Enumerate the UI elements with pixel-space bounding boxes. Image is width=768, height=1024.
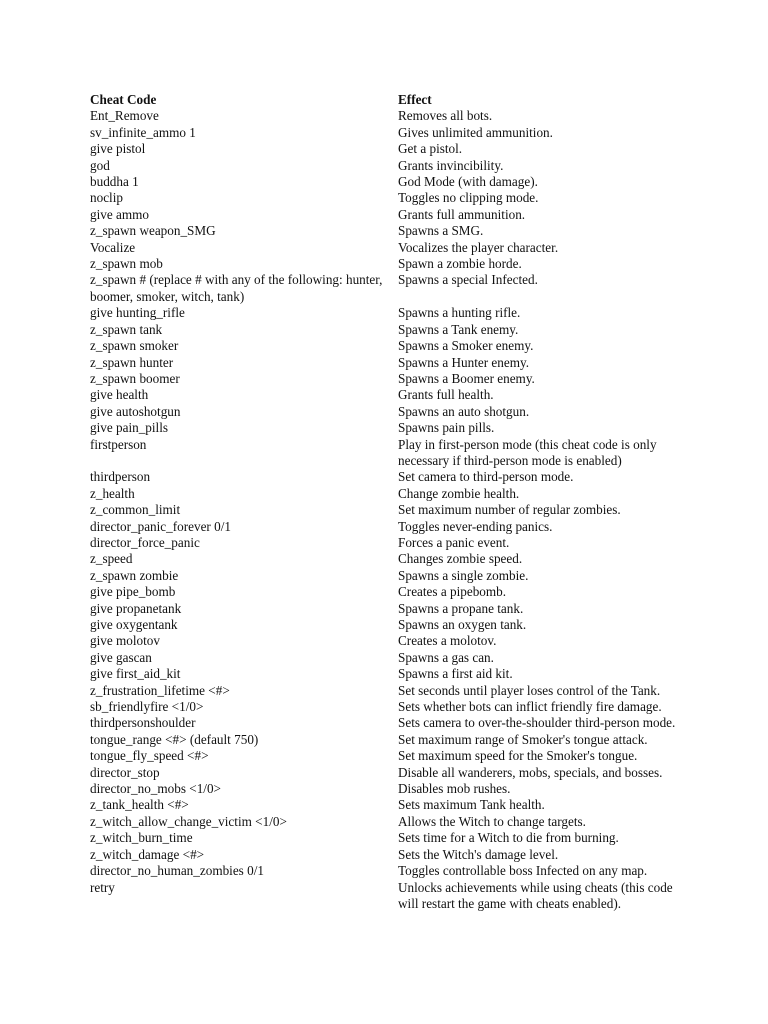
- table-row: [90, 715, 680, 731]
- table-body: [90, 108, 680, 912]
- effect-cell: Sets the Witch's damage level.: [398, 846, 559, 862]
- effect-cell: Set camera to third-person mode.: [398, 469, 574, 485]
- table-row: [90, 650, 680, 666]
- table-row: [90, 404, 680, 420]
- cheat-code-cell: give pistol: [90, 141, 146, 157]
- cheat-code-cell: give pipe_bomb: [90, 584, 176, 600]
- table-row: [90, 765, 680, 781]
- effect-cell: Sets time for a Witch to die from burning.: [398, 830, 619, 846]
- table-row: [90, 469, 680, 485]
- table-row: [90, 437, 680, 470]
- table-row: [90, 519, 680, 535]
- effect-cell: Spawns an auto shotgun.: [398, 403, 530, 419]
- effect-cell: Vocalizes the player character.: [398, 239, 559, 255]
- table-row: [90, 207, 680, 223]
- cheat-code-cell: z_frustration_lifetime <#>: [90, 682, 230, 698]
- effect-cell: Set maximum number of regular zombies.: [398, 502, 621, 518]
- cheat-code-cell: give molotov: [90, 633, 160, 649]
- effect-cell: Disables mob rushes.: [398, 781, 511, 797]
- table-row: [90, 847, 680, 863]
- effect-cell: Set seconds until player loses control of the Tank.: [398, 682, 661, 698]
- cheat-code-cell: z_spawn weapon_SMG: [90, 223, 216, 239]
- cheat-code-cell: z_spawn zombie: [90, 567, 179, 583]
- effect-cell: Unlocks achievements while using cheats (this code will restart the game with cheats enabled).: [398, 879, 673, 911]
- cheat-code-cell: director_no_mobs <1/0>: [90, 781, 221, 797]
- cheat-code-cell: Vocalize: [90, 239, 136, 255]
- table-row: [90, 502, 680, 518]
- cheat-code-cell: z_speed: [90, 551, 133, 567]
- effect-cell: Creates a pipebomb.: [398, 584, 507, 600]
- effect-cell: Creates a molotov.: [398, 633, 497, 649]
- effect-cell: Change zombie health.: [398, 485, 520, 501]
- table-row: [90, 174, 680, 190]
- table-row: [90, 748, 680, 764]
- table-row: [90, 240, 680, 256]
- table-row: [90, 863, 680, 879]
- effect-cell: God Mode (with damage).: [398, 174, 538, 190]
- table-row: [90, 633, 680, 649]
- cheat-code-cell: z_spawn boomer: [90, 370, 180, 386]
- table-row: [90, 322, 680, 338]
- effect-cell: Grants full health.: [398, 387, 494, 403]
- cheat-code-cell: z_tank_health <#>: [90, 797, 189, 813]
- table-row: [90, 551, 680, 567]
- effect-cell: Spawns a propane tank.: [398, 600, 524, 616]
- table-row: [90, 814, 680, 830]
- effect-cell: Grants full ammunition.: [398, 206, 526, 222]
- table-row: [90, 190, 680, 206]
- cheat-code-cell: god: [90, 157, 110, 173]
- cheat-code-cell: retry: [90, 879, 115, 895]
- table-row: [90, 683, 680, 699]
- cheat-code-cell: thirdpersonshoulder: [90, 715, 196, 731]
- effect-cell: Play in first-person mode (this cheat code is only necessary if third-person mode is enabled): [398, 436, 657, 468]
- effect-cell: Spawn a zombie horde.: [398, 256, 522, 272]
- table-row: [90, 666, 680, 682]
- cheat-code-cell: z_common_limit: [90, 502, 181, 518]
- table-row: [90, 880, 680, 913]
- table-row: [90, 305, 680, 321]
- cheat-code-cell: thirdperson: [90, 469, 151, 485]
- cheat-code-cell: give gascan: [90, 649, 152, 665]
- effect-cell: Gives unlimited ammunition.: [398, 124, 553, 140]
- cheat-code-cell: z_spawn mob: [90, 256, 163, 272]
- effect-cell: Get a pistol.: [398, 141, 463, 157]
- cheat-code-cell: z_spawn hunter: [90, 354, 174, 370]
- cheat-code-cell: give hunting_rifle: [90, 305, 185, 321]
- effect-cell: Spawns a Boomer enemy.: [398, 370, 535, 386]
- effect-cell: Spawns a single zombie.: [398, 567, 529, 583]
- table-row: [90, 158, 680, 174]
- effect-cell: Sets camera to over-the-shoulder third-person mode.: [398, 715, 676, 731]
- cheat-code-cell: z_witch_damage <#>: [90, 846, 205, 862]
- effect-cell: Allows the Witch to change targets.: [398, 813, 586, 829]
- effect-cell: Spawns pain pills.: [398, 420, 495, 436]
- table-row: [90, 108, 680, 124]
- effect-cell: Spawns a first aid kit.: [398, 666, 513, 682]
- table-row: [90, 781, 680, 797]
- cheat-code-cell: director_force_panic: [90, 534, 200, 550]
- table-row: [90, 387, 680, 403]
- effect-cell: Spawns an oxygen tank.: [398, 617, 527, 632]
- cheat-code-cell: noclip: [90, 190, 123, 206]
- table-row: [90, 371, 680, 387]
- cheat-code-cell: z_witch_burn_time: [90, 830, 193, 846]
- table-row: [90, 125, 680, 141]
- effect-cell: Spawns a Smoker enemy.: [398, 338, 534, 354]
- table-row: [90, 732, 680, 748]
- effect-cell: Disable all wanderers, mobs, specials, and bosses.: [398, 764, 663, 780]
- effect-cell: Spawns a gas can.: [398, 649, 494, 665]
- cheat-code-cell: buddha 1: [90, 174, 139, 190]
- table-row: [90, 830, 680, 846]
- cheat-code-cell: tongue_fly_speed <#>: [90, 748, 209, 764]
- table-row: [90, 584, 680, 600]
- cheat-code-cell: director_stop: [90, 764, 160, 780]
- effect-cell: Sets maximum Tank health.: [398, 797, 545, 813]
- cheat-code-cell: give ammo: [90, 206, 149, 222]
- cheat-code-cell: director_panic_forever 0/1: [90, 518, 231, 534]
- effect-cell: Changes zombie speed.: [398, 551, 523, 567]
- table-row: [90, 568, 680, 584]
- table-row: [90, 272, 680, 305]
- effect-cell: Spawns a Tank enemy.: [398, 321, 519, 337]
- table-row: [90, 141, 680, 157]
- effect-cell: Toggles controllable boss Infected on any map.: [398, 863, 648, 879]
- cheat-code-cell: give first_aid_kit: [90, 666, 181, 682]
- cheat-code-cell: give propanetank: [90, 600, 182, 616]
- table-row: [90, 601, 680, 617]
- table-row: [90, 355, 680, 371]
- effect-cell: Removes all bots.: [398, 108, 493, 124]
- cheat-code-cell: z_spawn # (replace # with any of the following: hunter, boomer, smoker, witch, tank): [90, 272, 383, 304]
- cheat-code-table: [90, 92, 680, 912]
- table-row: [90, 256, 680, 272]
- cheat-code-cell: sv_infinite_ammo 1: [90, 124, 196, 140]
- effect-cell: Set maximum range of Smoker's tongue attack.: [398, 731, 648, 747]
- table-row: [90, 338, 680, 354]
- cheat-code-cell: z_spawn smoker: [90, 338, 179, 354]
- table-row: [90, 223, 680, 239]
- cheat-code-cell: sb_friendlyfire <1/0>: [90, 699, 204, 715]
- effect-cell: Toggles no clipping mode.: [398, 190, 539, 206]
- effect-cell: Spawns a SMG.: [398, 223, 484, 239]
- effect-cell: Spawns a special Infected.: [398, 272, 538, 288]
- table-header: [90, 92, 680, 108]
- table-row: [90, 699, 680, 715]
- cheat-code-cell: tongue_range <#> (default 750): [90, 731, 259, 747]
- cheat-code-cell: firstperson: [90, 436, 147, 452]
- table-row: [90, 797, 680, 813]
- table-row: [90, 617, 680, 633]
- table-row: [90, 420, 680, 436]
- cheat-code-cell: director_no_human_zombies 0/1: [90, 863, 264, 879]
- effect-cell: Spawns a hunting rifle.: [398, 305, 521, 321]
- column-header-code: Cheat Code: [90, 92, 157, 107]
- cheat-code-cell: give autoshotgun: [90, 403, 181, 419]
- table-row: [90, 486, 680, 502]
- effect-cell: Spawns a Hunter enemy.: [398, 354, 529, 370]
- table-row: [90, 535, 680, 551]
- cheat-code-cell: give health: [90, 387, 149, 403]
- effect-cell: Grants invincibility.: [398, 157, 504, 173]
- cheat-code-cell: z_spawn tank: [90, 321, 163, 337]
- cheat-code-cell: Ent_Remove: [90, 108, 159, 124]
- column-header-effect: Effect: [398, 92, 432, 107]
- cheat-code-cell: give pain_pills: [90, 420, 169, 436]
- effect-cell: Sets whether bots can inflict friendly fire damage.: [398, 699, 662, 715]
- effect-cell: Set maximum speed for the Smoker's tongue.: [398, 748, 638, 764]
- effect-cell: Forces a panic event.: [398, 534, 510, 550]
- effect-cell: Toggles never-ending panics.: [398, 518, 553, 534]
- cheat-code-cell: give oxygentank: [90, 617, 178, 632]
- cheat-code-cell: z_health: [90, 485, 135, 501]
- cheat-code-cell: z_witch_allow_change_victim <1/0>: [90, 813, 287, 829]
